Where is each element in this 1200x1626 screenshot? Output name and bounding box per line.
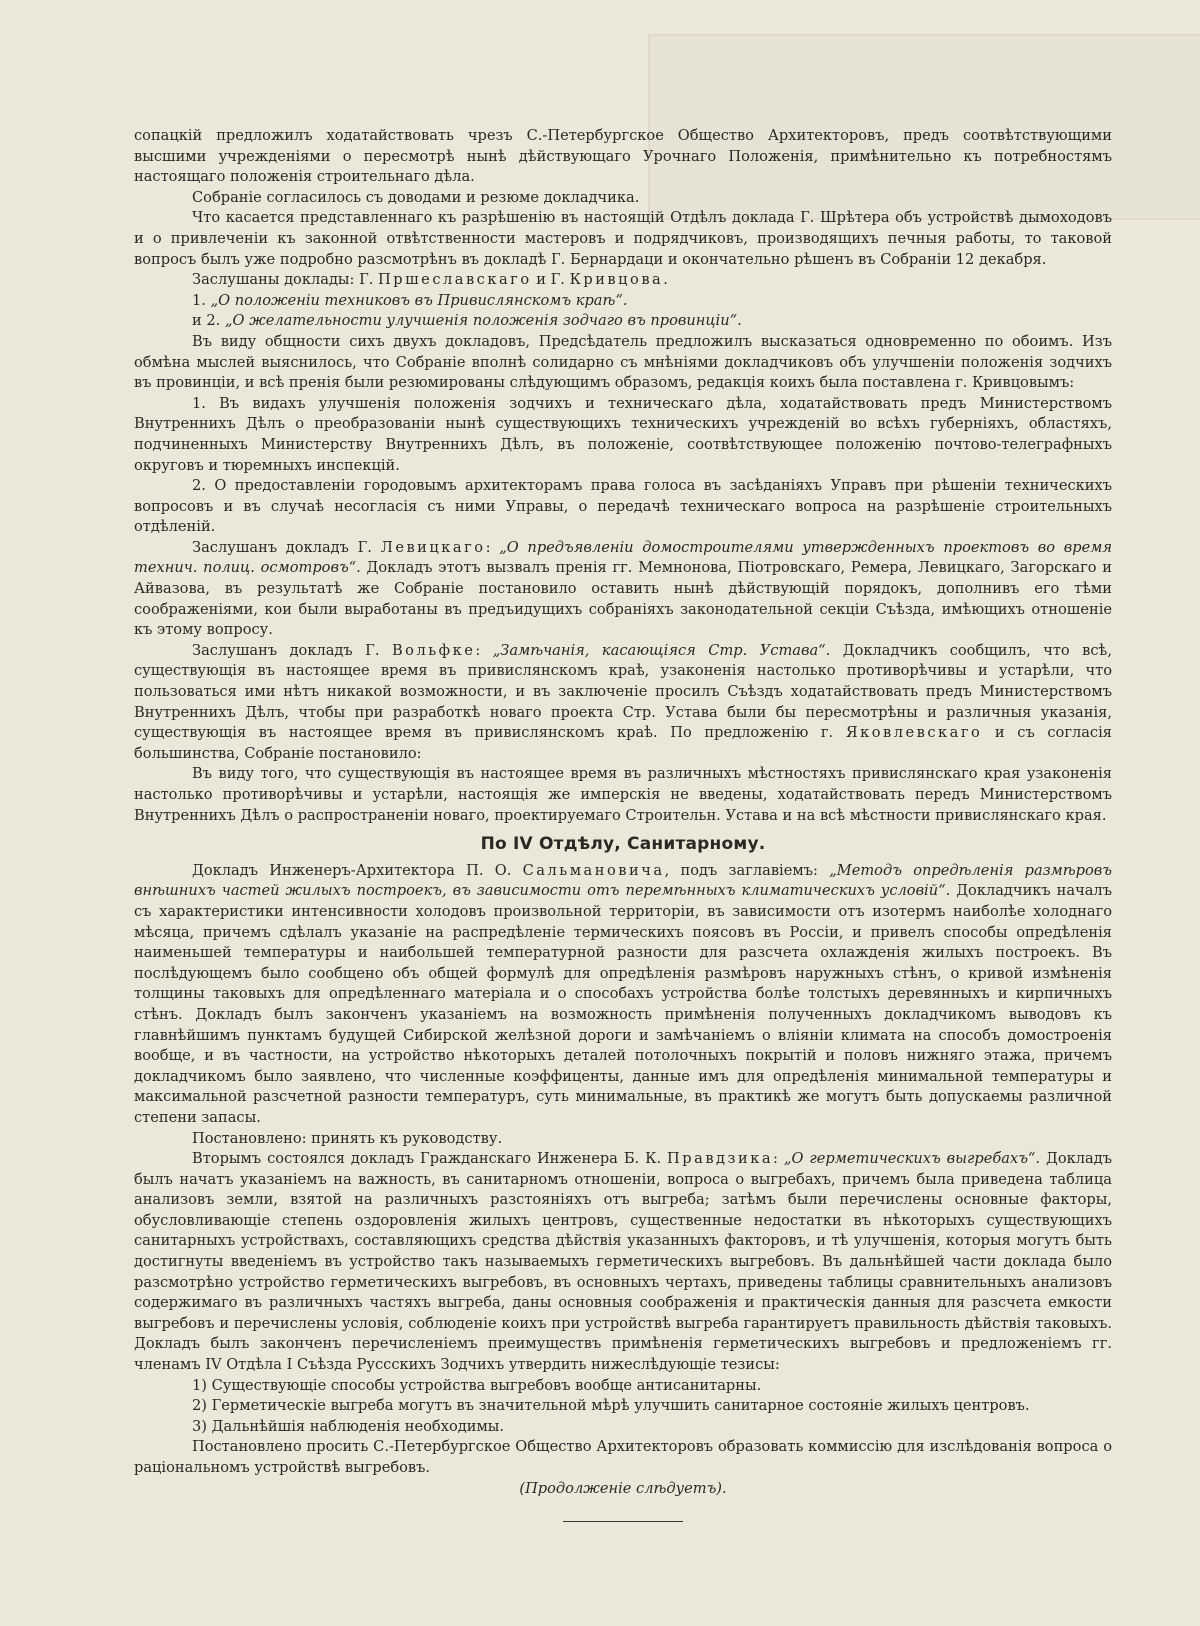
section-heading: По IV Отдѣлу, Санитарному. — [480, 834, 766, 855]
text-fragment: : — [773, 1150, 784, 1168]
paragraph-continuation: сопацкій предложилъ ходатайствовать чрезъ С.-Петербургское Общество Архитекторовъ, предъ соотвѣтствующими высшими учрежденіями о пересмотрѣ нынѣ дѣйствующаго Урочнаго Положенія, примѣнительно къ потребностямъ настоящаго положенія строительнаго дѣла. — [134, 127, 1112, 186]
text-fragment: , подъ заглавіемъ: — [664, 861, 830, 879]
paragraph-chimneys-report: Что касается представленнаго къ разрѣшенію въ настоящій Отдѣлъ доклада Г. Шрѣтера объ устройствѣ дымоходовъ и о привлеченіи къ законной отвѣтственности мастеровъ и подрядчиковъ, производящихъ печныя работы, то таковой вопросъ былъ уже подробно разсмотрѣнъ въ докладѣ Г. Бернардаци и окончательно рѣшенъ въ Собраніи 12 декабря. — [134, 209, 1112, 268]
author-name: Сальмановича — [522, 861, 665, 879]
paragraph-accepted: Постановлено: принять къ руководству. — [192, 1129, 503, 1147]
author-name: Пршеславскаго — [378, 271, 532, 289]
thesis-item: 1) Существующіе способы устройства выгребовъ вообще антисанитарны. — [192, 1376, 762, 1394]
end-rule — [563, 1521, 683, 1522]
text-fragment: и съ согласія большинства, Собраніе постановило: — [134, 724, 1112, 762]
report-title-2 — [134, 311, 1112, 332]
thesis-item: 3) Дальнѣйшія наблюденія необходимы. — [192, 1417, 505, 1435]
list-number: и 2. — [192, 312, 225, 330]
author-name: Правдзика — [667, 1150, 774, 1168]
thesis-item: 2) Герметическіе выгреба могутъ въ значительной мѣрѣ улучшить санитарное состояніе жилыхъ центровъ. — [192, 1397, 1030, 1415]
report-title: „О желательности улучшенія положенія зодчаго въ провинціи“. — [224, 312, 742, 330]
text-fragment: . — [663, 271, 668, 289]
author-name: Яковлевскаго — [845, 724, 983, 742]
paragraph-resolution-2: 2. О предоставленіи городовымъ архитекторамъ права голоса въ засѣданіяхъ Управъ при рѣшеніи техническихъ вопросовъ и въ случаѣ несогласія съ ними Управы, о передачѣ техническаго вопроса на разрѣшеніе строительныхъ отдѣленій. — [134, 477, 1112, 536]
report-title-1 — [134, 291, 1112, 312]
paragraph-discussion: Въ виду общности сихъ двухъ докладовъ, Предсѣдатель предложилъ высказаться одновременно по обоимъ. Изъ обмѣна мыслей выяснилось, что Собраніе вполнѣ солидарно съ мнѣніями докладчиковъ объ улучшеніи положенія зодчихъ въ провинціи, и всѣ пренія были резюмированы слѣдующимъ образомъ, редакція коихъ была поставлена г. Кривцовымъ: — [134, 332, 1112, 392]
paragraph-commission: Постановлено просить С.-Петербургское Общество Архитекторовъ образовать коммиссію для изслѣдованія вопроса о раціональномъ устройствѣ выгребовъ. — [134, 1438, 1112, 1476]
author-name: Левицкаго — [380, 538, 486, 556]
text-fragment: : — [485, 538, 500, 556]
text-fragment: Заслушанъ докладъ Г. — [192, 538, 381, 556]
text-fragment: Докладъ Инженеръ-Архитектора П. О. — [192, 861, 523, 879]
text-fragment: Заслушанъ докладъ Г. — [192, 641, 392, 659]
report-title: „О положеніи техниковъ въ Привислянскомъ краѣ“. — [210, 291, 628, 309]
report-title: „О предъявленіи домостроителями утвержденныхъ проектовъ во время технич. полиц. осмотровъ“ — [134, 538, 1112, 577]
report-title: „Замѣчанія, касающіяся Стр. Устава“ — [492, 641, 826, 659]
author-name: Кривцова — [569, 271, 664, 289]
text-fragment: : — [475, 641, 493, 659]
list-number: 1. — [192, 291, 211, 309]
text-fragment: Вторымъ состоялся докладъ Гражданскаго Инженера Б. К. — [192, 1150, 668, 1168]
continuation-note: (Продолженіе слѣдуетъ). — [519, 1479, 727, 1497]
paragraph-resolution-1: 1. Въ видахъ улучшенія положенія зодчихъ и техническаго дѣла, ходатайствовать предъ Министерствомъ Внутреннихъ Дѣлъ о преобразованіи нынѣ существующихъ техническихъ учрежденій во всѣхъ губерніяхъ, областяхъ, подчиненныхъ Министерству Внутреннихъ Дѣлъ, въ положеніе, соотвѣтствующее положенію почтово-телеграфныхъ округовъ и тюремныхъ инспекцій. — [134, 394, 1112, 474]
text-fragment: . Докладчикъ сообщилъ, что всѣ, существующія въ настоящее время въ привислянскомъ краѣ, узаконенія настолько противорѣчивы и устарѣли, что пользоваться ими нѣтъ никакой возможности, и въ заключеніе просилъ Съѣздъ ходатайствовать предъ Министерствомъ Внутреннихъ Дѣлъ, чтобы при разработкѣ новаго проекта Стр. Устава были бы пересмотрѣны и различныя указанія, существующія въ настоящее время въ привислянскомъ краѣ. По предложенію г. — [134, 641, 1112, 742]
paragraph-wolfke-report — [134, 641, 1112, 765]
paragraph-assembly-agreed: Собраніе согласилось съ доводами и резюме докладчика. — [192, 188, 640, 206]
document-body — [134, 126, 1112, 1522]
paragraph-reports-heard — [134, 270, 1112, 291]
text-fragment: и Г. — [531, 271, 570, 289]
author-name: Вольфке — [391, 641, 476, 659]
to-be-continued — [134, 1479, 1112, 1500]
paragraph-salmanovich-report — [134, 861, 1112, 1129]
text-fragment: . Докладчикъ началъ съ характеристики интенсивности холодовъ произвольной территоріи, въ зависимости отъ изотермъ наиболѣе холоднаго мѣсяца, причемъ сдѣлалъ указаніе на распредѣленіе термическихъ поясовъ въ Россіи, и привелъ способы опредѣленія наименьшей температуры и наибольшей температурной разности для разсчета охлажденія жилыхъ построекъ. Въ послѣдующемъ было сообщено объ общей формулѣ для опредѣленія размѣровъ наружныхъ стѣнъ, о кривой измѣненія толщины таковыхъ для опредѣленнаго матеріала и о способахъ устройства болѣе толстыхъ деревянныхъ и кирпичныхъ стѣнъ. Докладъ былъ законченъ указаніемъ на возможность примѣненія полученныхъ докладчикомъ выводовъ къ главнѣйшимъ пунктамъ будущей Сибирской желѣзной дороги и замѣчаніемъ о вліяніи климата на способъ домостроенія вообще, и въ частности, на устройство нѣкоторыхъ деталей потолочныхъ покрытій и половъ нижняго этажа, причемъ докладчикомъ было заявлено, что численные коэффиценты, данные имъ для опредѣленія минимальной температуры и максимальной разсчетной разности температуръ, суть минимальные, въ практикѣ же могутъ быть допускаемы различной степени запасы. — [134, 882, 1112, 1126]
paragraph-levitsky-report — [134, 538, 1112, 641]
text-fragment: . Докладъ былъ начатъ указаніемъ на важность, въ санитарномъ отношеніи, вопроса о выгребахъ, причемъ была приведена таблица анализовъ земли, взятой на различныхъ разстояніяхъ отъ выгреба; затѣмъ были перечислены основные факторы, обусловливающіе степень оздоровленія жилыхъ центровъ, существенные недостатки въ нѣкоторыхъ существующихъ санитарныхъ устройствахъ, составляющихъ средства дѣйствія указанныхъ факторовъ, и тѣ улучшенія, которыя могутъ быть достигнуты введеніемъ въ устройство такъ называемыхъ герметическихъ выгребовъ. Въ дальнѣйшей части доклада было разсмотрѣно устройство герметическихъ выгребовъ, въ основныхъ чертахъ, приведены таблицы сравнительныхъ анализовъ содержимаго въ различныхъ частяхъ выгреба, даны основныя соображенія и практическія данныя для разсчета емкости выгребовъ и перечислены условія, соблюденіе коихъ при устройствѣ выгреба гарантируетъ правильность дѣйствія таковыхъ. Докладъ былъ законченъ перечисленіемъ преимуществъ примѣненія герметическихъ выгребовъ и предложеніемъ гг. членамъ IV Отдѣла I Съѣзда Руссскихъ Зодчихъ утвердить нижеслѣдующіе тезисы: — [134, 1150, 1112, 1374]
text-fragment: Заслушаны доклады: Г. — [192, 271, 379, 289]
report-title: „Методъ опредѣленія размѣровъ внѣшнихъ частей жилыхъ построекъ, въ зависимости отъ перемѣнныхъ климатическихъ условій“ — [134, 861, 1112, 900]
paragraph-pravdzik-report — [134, 1149, 1112, 1376]
paragraph-wolfke-resolution: Въ виду того, что существующія въ настоящее время въ различныхъ мѣстностяхъ привислянскаго края узаконенія настолько противорѣчивы и устарѣли, настоящія же имперскія не введены, ходатайствовать передъ Министерствомъ Внутреннихъ Дѣлъ о распространеніи новаго, проектируемаго Строительн. Устава и на всѣ мѣстности привислянскаго края. — [134, 765, 1112, 824]
report-title: „О герметическихъ выгребахъ“ — [783, 1150, 1036, 1168]
text-fragment: . Докладъ этотъ вызвалъ пренія гг. Мемнонова, Піотровскаго, Ремера, Левицкаго, Загорскаго и Айвазова, въ результатѣ же Собраніе постановило оставить нынѣ дѣйствующій порядокъ, дополнивъ его тѣми соображеніями, кои были выработаны въ предъидущихъ собраніяхъ законодательной секціи Съѣзда, имѣющихъ отношеніе къ этому вопросу. — [134, 559, 1113, 639]
